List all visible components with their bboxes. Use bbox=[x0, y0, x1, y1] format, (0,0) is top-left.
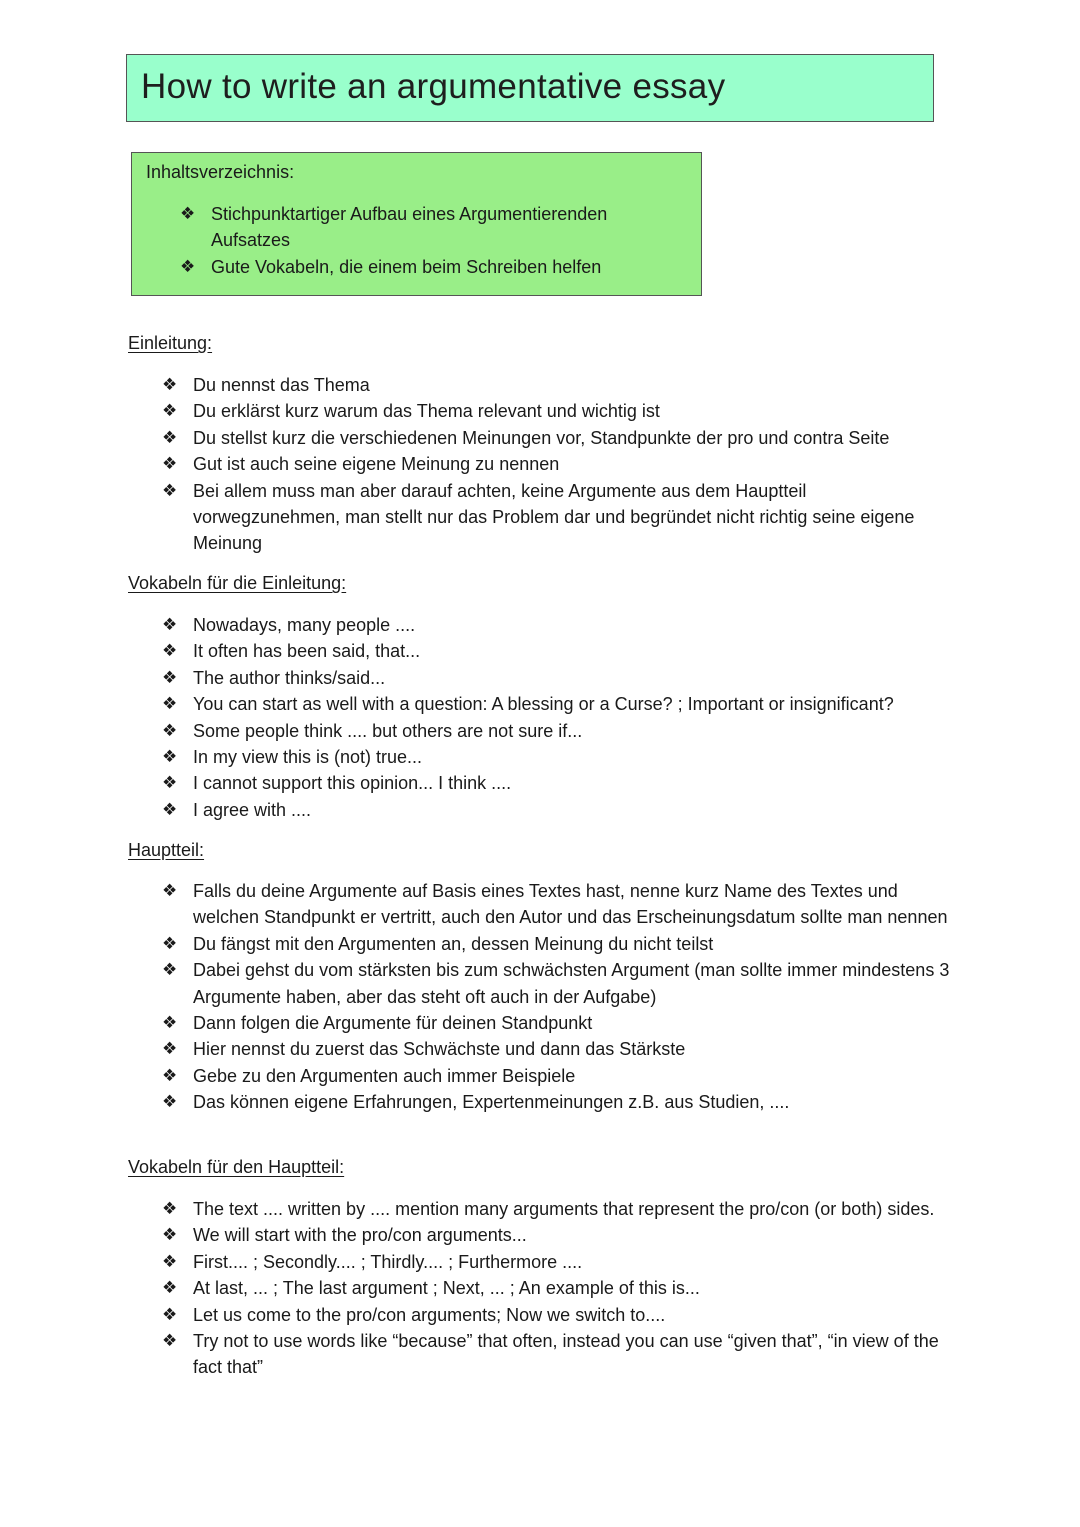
list-item bbox=[162, 1302, 952, 1328]
list-item bbox=[162, 451, 952, 477]
vokabeln-hauptteil-heading: Vokabeln für den Hauptteil: bbox=[128, 1157, 345, 1177]
four-diamond-bullet-icon: ❖ bbox=[162, 1304, 178, 1325]
list-item-text: Du stellst kurz die verschiedenen Meinungen vor, Standpunkte der pro und contra Seite bbox=[193, 427, 890, 448]
list-item bbox=[162, 372, 952, 398]
four-diamond-bullet-icon: ❖ bbox=[162, 694, 178, 715]
list-item bbox=[162, 638, 962, 664]
four-diamond-bullet-icon: ❖ bbox=[162, 427, 178, 448]
list-item-text: I agree with .... bbox=[193, 799, 312, 820]
four-diamond-bullet-icon: ❖ bbox=[162, 1278, 178, 1299]
list-item bbox=[162, 425, 952, 451]
list-item bbox=[162, 665, 962, 691]
list-item bbox=[162, 878, 952, 931]
four-diamond-bullet-icon: ❖ bbox=[180, 257, 196, 277]
four-diamond-bullet-icon: ❖ bbox=[162, 933, 178, 954]
hauptteil-heading: Hauptteil: bbox=[128, 840, 205, 860]
list-item-text: Du fängst mit den Argumenten an, dessen Meinung du nicht teilst bbox=[193, 933, 714, 954]
four-diamond-bullet-icon: ❖ bbox=[162, 480, 178, 501]
vokabeln-einleitung-heading: Vokabeln für die Einleitung: bbox=[128, 573, 347, 593]
four-diamond-bullet-icon: ❖ bbox=[162, 1225, 178, 1246]
hauptteil-list bbox=[162, 878, 952, 1116]
list-item bbox=[162, 398, 952, 424]
list-item bbox=[162, 1249, 952, 1275]
four-diamond-bullet-icon: ❖ bbox=[162, 375, 178, 395]
list-item bbox=[162, 1036, 952, 1062]
list-item-text: Gebe zu den Argumenten auch immer Beispiele bbox=[193, 1065, 576, 1086]
list-item bbox=[180, 201, 650, 253]
four-diamond-bullet-icon: ❖ bbox=[162, 1065, 178, 1086]
list-item bbox=[162, 691, 962, 717]
list-item-text: You can start as well with a question: A blessing or a Curse? ; Important or insignificant? bbox=[193, 694, 894, 715]
four-diamond-bullet-icon: ❖ bbox=[162, 773, 178, 794]
four-diamond-bullet-icon: ❖ bbox=[162, 881, 178, 901]
list-item-text: Bei allem muss man aber darauf achten, keine Argumente aus dem Hauptteil vorwegzunehmen, man stellt nur das Problem dar und begründet nicht richtig seine eigene Meinung bbox=[193, 480, 915, 554]
list-item-text: First.... ; Secondly.... ; Thirdly.... ; Furthermore .... bbox=[193, 1251, 583, 1272]
list-item-text: The text .... written by .... mention many arguments that represent the pro/con (or both) sides. bbox=[193, 1199, 935, 1219]
four-diamond-bullet-icon: ❖ bbox=[162, 1251, 178, 1272]
list-item bbox=[162, 478, 952, 557]
page-title: How to write an argumentative essay bbox=[141, 67, 726, 106]
four-diamond-bullet-icon: ❖ bbox=[162, 1199, 178, 1219]
four-diamond-bullet-icon: ❖ bbox=[162, 799, 178, 820]
list-item bbox=[162, 957, 952, 1010]
list-item bbox=[162, 1089, 952, 1115]
list-item-text: Gut ist auch seine eigene Meinung zu nennen bbox=[193, 454, 560, 475]
four-diamond-bullet-icon: ❖ bbox=[162, 1092, 178, 1113]
list-item-text: Gute Vokabeln, die einem beim Schreiben helfen bbox=[211, 257, 602, 277]
list-item-text: Du nennst das Thema bbox=[193, 375, 370, 395]
list-item bbox=[162, 1328, 952, 1381]
toc-heading: Inhaltsverzeichnis: bbox=[146, 162, 295, 182]
vokabeln-einleitung-list bbox=[162, 612, 962, 823]
four-diamond-bullet-icon: ❖ bbox=[162, 960, 178, 981]
list-item bbox=[162, 1063, 952, 1089]
list-item bbox=[162, 797, 962, 823]
list-item-text: Dabei gehst du vom stärksten bis zum schwächsten Argument (man sollte immer mindestens 3 Argumente haben, aber das steht oft auch in der Aufgabe) bbox=[193, 960, 950, 1007]
list-item bbox=[162, 770, 962, 796]
list-item-text: We will start with the pro/con arguments... bbox=[193, 1225, 527, 1246]
list-item-text: Dann folgen die Argumente für deinen Standpunkt bbox=[193, 1013, 593, 1034]
einleitung-heading: Einleitung: bbox=[128, 333, 213, 353]
list-item-text: At last, ... ; The last argument ; Next, ... ; An example of this is... bbox=[193, 1278, 700, 1299]
four-diamond-bullet-icon: ❖ bbox=[162, 615, 178, 635]
list-item bbox=[162, 1196, 952, 1222]
four-diamond-bullet-icon: ❖ bbox=[162, 401, 178, 422]
vokabeln-hauptteil-list bbox=[162, 1196, 952, 1381]
list-item bbox=[162, 1010, 952, 1036]
four-diamond-bullet-icon: ❖ bbox=[162, 747, 178, 768]
list-item bbox=[162, 1275, 952, 1301]
list-item-text: Du erklärst kurz warum das Thema relevant und wichtig ist bbox=[193, 401, 660, 422]
four-diamond-bullet-icon: ❖ bbox=[162, 1331, 178, 1352]
list-item bbox=[162, 612, 962, 638]
list-item-text: It often has been said, that... bbox=[193, 641, 421, 662]
list-item-text: The author thinks/said... bbox=[193, 667, 386, 688]
list-item-text: Nowadays, many people .... bbox=[193, 615, 416, 635]
list-item-text: Falls du deine Argumente auf Basis eines Textes hast, nenne kurz Name des Textes und welchen Standpunkt er vertritt, auch den Autor und das Erscheinungsdatum sollte man nennen bbox=[193, 881, 948, 928]
list-item bbox=[162, 718, 962, 744]
list-item-text: Let us come to the pro/con arguments; Now we switch to.... bbox=[193, 1304, 666, 1325]
list-item-text: Hier nennst du zuerst das Schwächste und dann das Stärkste bbox=[193, 1039, 686, 1060]
list-item-text: Some people think .... but others are not sure if... bbox=[193, 720, 583, 741]
list-item bbox=[162, 1222, 952, 1248]
four-diamond-bullet-icon: ❖ bbox=[162, 454, 178, 475]
toc-list bbox=[180, 201, 650, 281]
four-diamond-bullet-icon: ❖ bbox=[180, 204, 196, 224]
list-item-text: Das können eigene Erfahrungen, Expertenmeinungen z.B. aus Studien, .... bbox=[193, 1092, 790, 1113]
list-item-text: In my view this is (not) true... bbox=[193, 747, 423, 768]
list-item-text: I cannot support this opinion... I think .... bbox=[193, 773, 512, 794]
four-diamond-bullet-icon: ❖ bbox=[162, 1013, 178, 1034]
einleitung-list bbox=[162, 372, 952, 557]
list-item-text: Stichpunktartiger Aufbau eines Argumentierenden Aufsatzes bbox=[211, 204, 608, 250]
four-diamond-bullet-icon: ❖ bbox=[162, 667, 178, 688]
four-diamond-bullet-icon: ❖ bbox=[162, 720, 178, 741]
list-item bbox=[162, 744, 962, 770]
table-of-contents bbox=[131, 152, 702, 296]
list-item bbox=[162, 931, 952, 957]
four-diamond-bullet-icon: ❖ bbox=[162, 641, 178, 662]
four-diamond-bullet-icon: ❖ bbox=[162, 1039, 178, 1060]
title-box bbox=[126, 54, 934, 122]
list-item-text: Try not to use words like “because” that often, instead you can use “given that”, “in view of the fact that” bbox=[193, 1331, 939, 1378]
list-item bbox=[180, 254, 650, 280]
